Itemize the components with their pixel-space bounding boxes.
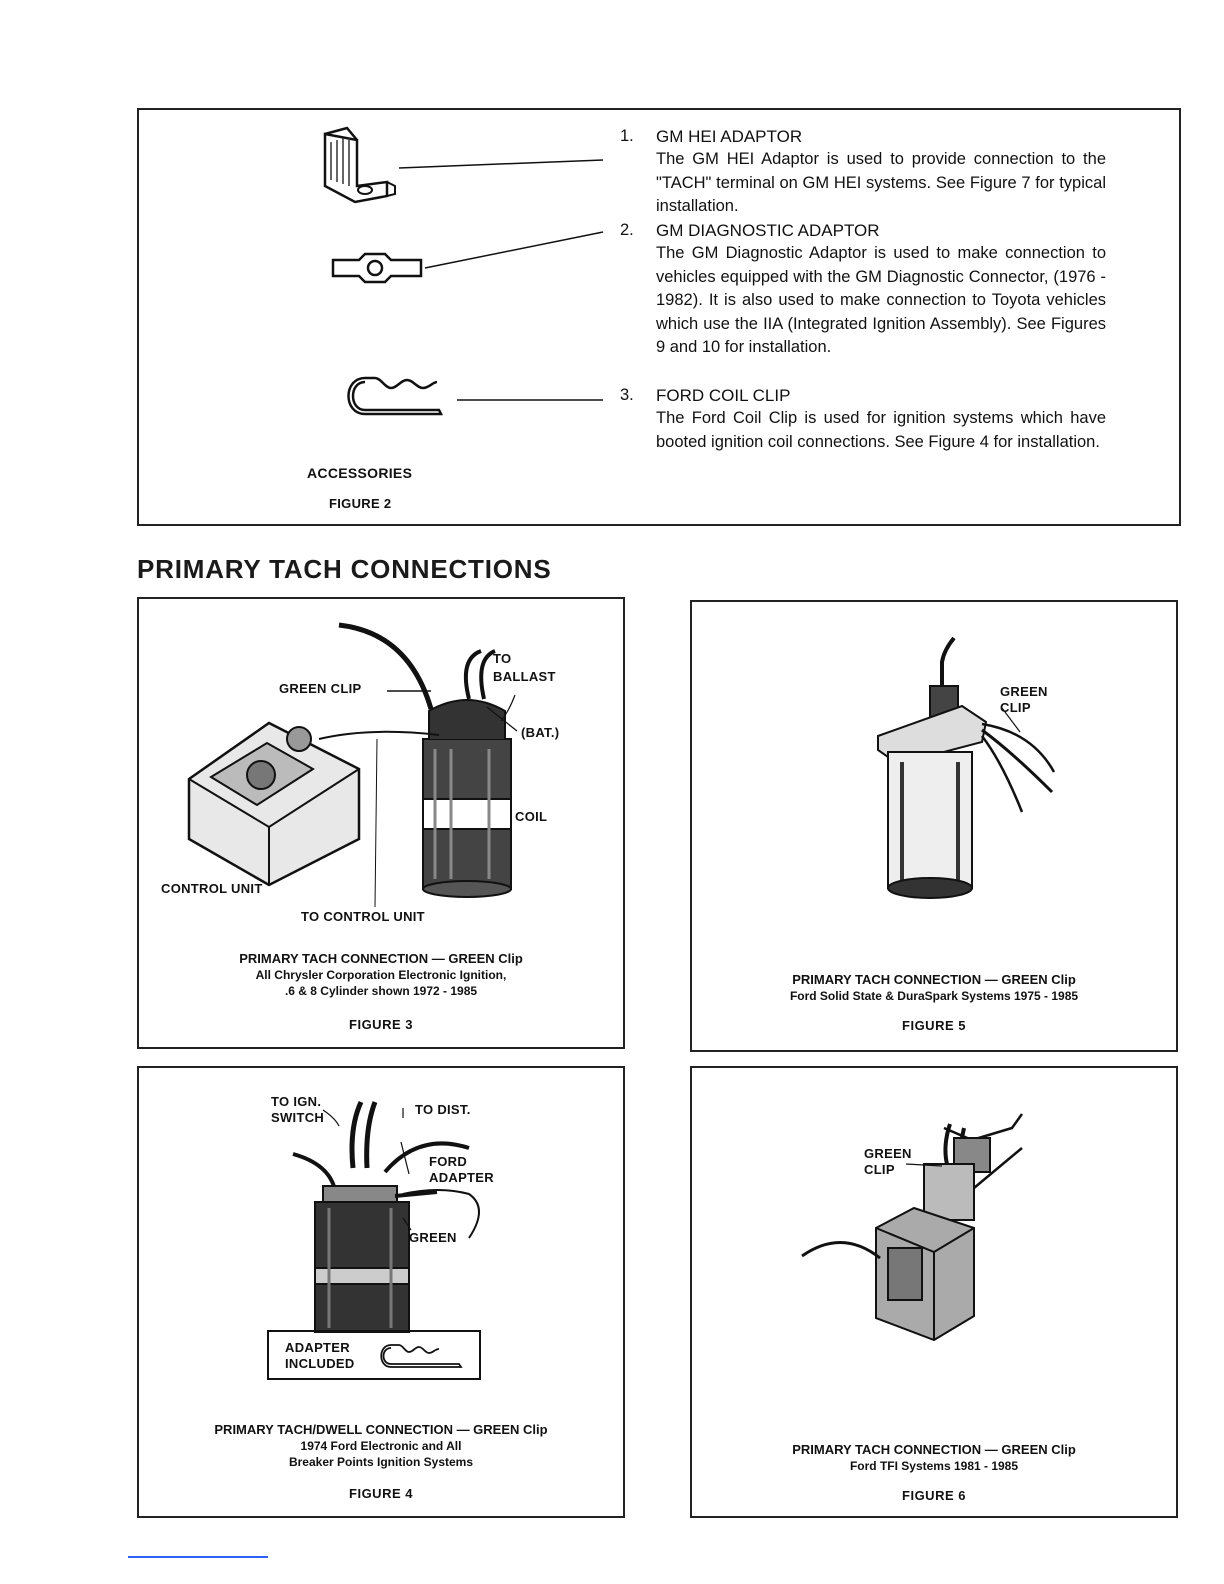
- accessory-description: The Ford Coil Clip is used for ignition systems which have booted ignition coil connections. See Figure 4 for installation.: [656, 409, 1106, 451]
- ballast-label: BALLAST: [493, 669, 556, 684]
- coil-label: COIL: [515, 809, 548, 824]
- figure-3-label: FIGURE 3: [349, 1017, 413, 1032]
- coil-clip-icon: [379, 1344, 473, 1370]
- ford-label: FORD: [429, 1154, 468, 1169]
- figure-2-label: FIGURE 2: [329, 496, 392, 511]
- clip-label: CLIP: [864, 1162, 895, 1177]
- accessory-number: 2.: [620, 221, 634, 239]
- adapter-included-line1: ADAPTER: [285, 1340, 350, 1355]
- to-dist-label: TO DIST.: [415, 1102, 471, 1117]
- accessory-title: GM HEI ADAPTOR: [656, 127, 803, 146]
- green-clip-label: GREEN CLIP: [279, 681, 362, 696]
- figure-4-caption-title: PRIMARY TACH/DWELL CONNECTION — GREEN Clip: [214, 1422, 548, 1437]
- to-label: TO: [493, 651, 512, 666]
- section-title: PRIMARY TACH CONNECTIONS: [137, 554, 552, 584]
- figure-3-caption-title: PRIMARY TACH CONNECTION — GREEN Clip: [239, 951, 523, 966]
- figure-5-panel: [690, 600, 1178, 1052]
- clip-label: CLIP: [1000, 700, 1031, 715]
- ford-duraspark-coil-illustration: [692, 602, 1180, 922]
- accessory-title: FORD COIL CLIP: [656, 386, 791, 405]
- figure-4-caption-line2: 1974 Ford Electronic and All: [300, 1439, 462, 1453]
- to-ign-label: TO IGN.: [271, 1094, 322, 1109]
- figure-5-caption-line2: Ford Solid State & DuraSpark Systems 1975 - 1985: [789, 989, 1079, 1003]
- bat-label: (BAT.): [521, 725, 560, 740]
- accessory-item-gm-hei: [620, 125, 1110, 219]
- figure-3-panel: [137, 597, 625, 1049]
- figure-3-caption-line2: All Chrysler Corporation Electronic Ignition,: [255, 968, 507, 982]
- accessory-title: GM DIAGNOSTIC ADAPTOR: [656, 221, 880, 240]
- figure-4-panel: [137, 1066, 625, 1518]
- accessory-description: The GM Diagnostic Adaptor is used to make connection to vehicles equipped with the GM Diagnostic Connector, (1976 - 1982). It is also used to make connection to Toyota vehicles which use the IIA (Integrated Ignition Assembly). See Figures 9 and 10 for installation.: [656, 244, 1106, 356]
- figure-4-label: FIGURE 4: [349, 1486, 413, 1501]
- adapter-label: ADAPTER: [429, 1170, 494, 1185]
- accessory-item-gm-diagnostic: [620, 219, 1110, 383]
- figure-6-panel: [690, 1066, 1178, 1518]
- to-control-unit-label: TO CONTROL UNIT: [301, 909, 425, 924]
- accessory-number: 3.: [620, 386, 634, 404]
- chrysler-coil-control-unit-illustration: [139, 599, 627, 929]
- figure-6-caption-line2: Ford TFI Systems 1981 - 1985: [849, 1459, 1019, 1473]
- gm-hei-adaptor-illustration: [317, 124, 607, 214]
- ford-tfi-module-illustration: [692, 1068, 1180, 1398]
- figure-5-caption-title: PRIMARY TACH CONNECTION — GREEN Clip: [792, 972, 1076, 987]
- figure-4-caption-line3: Breaker Points Ignition Systems: [288, 1455, 474, 1469]
- accessories-caption: ACCESSORIES: [307, 465, 413, 481]
- adapter-included-line2: INCLUDED: [285, 1356, 355, 1371]
- green-label: GREEN: [1000, 684, 1048, 699]
- figure-3-caption-line3: .6 & 8 Cylinder shown 1972 - 1985: [284, 984, 478, 998]
- control-unit-label: CONTROL UNIT: [161, 881, 263, 896]
- figure-6-caption-title: PRIMARY TACH CONNECTION — GREEN Clip: [792, 1442, 1076, 1457]
- gm-diagnostic-adaptor-illustration: [329, 228, 607, 284]
- green-label: GREEN: [864, 1146, 912, 1161]
- ford-coil-clip-illustration: [345, 372, 607, 422]
- adapter-included-inset: [267, 1330, 481, 1380]
- switch-label: SWITCH: [271, 1110, 325, 1125]
- accessory-item-ford-coil-clip: [620, 384, 1110, 478]
- figure-5-label: FIGURE 5: [902, 1018, 966, 1033]
- accessory-description: The GM HEI Adaptor is used to provide connection to the "TACH" terminal on GM HEI systems. See Figure 7 for typical installation.: [656, 150, 1106, 215]
- footer-rule: [128, 1556, 268, 1558]
- accessory-number: 1.: [620, 127, 634, 145]
- figure-6-label: FIGURE 6: [902, 1488, 966, 1503]
- green-label: GREEN: [409, 1230, 457, 1245]
